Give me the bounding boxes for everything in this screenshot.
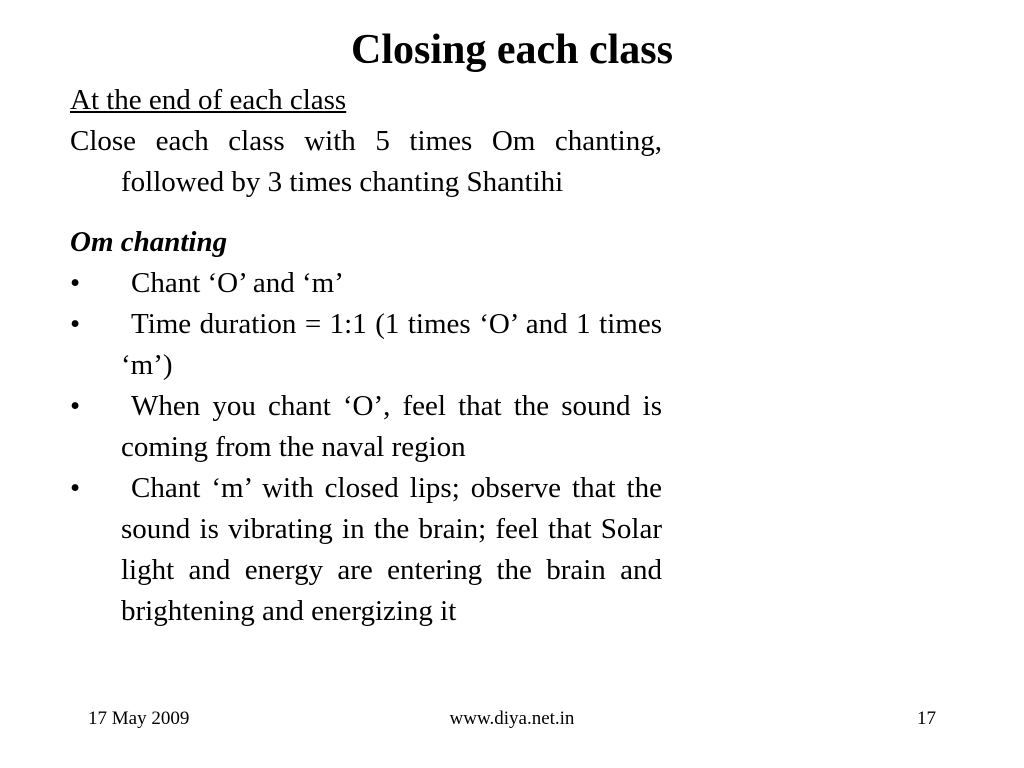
subheading: At the end of each class xyxy=(70,84,347,116)
bullet-icon: • xyxy=(70,267,81,299)
bullet-text: Chant ‘O’ and ‘m’ xyxy=(131,267,344,299)
intro-paragraph: Close each class with 5 times Om chanting, followed by 3 times chanting Shantihi xyxy=(70,125,662,198)
bullet-text: Chant ‘m’ with closed lips; observe that the sound is vibrating in the brain; feel that Solar light and energy are entering the brain and brightening and energizing it xyxy=(121,472,662,627)
bullet-item xyxy=(70,386,662,468)
bullet-item xyxy=(70,263,662,304)
footer-page-number: 17 xyxy=(917,708,936,729)
bullet-text: When you chant ‘O’, feel that the sound is coming from the naval region xyxy=(121,390,662,463)
footer-date: 17 May 2009 xyxy=(88,708,190,729)
section-heading: Om chanting xyxy=(70,226,228,258)
slide-title: Closing each class xyxy=(350,27,673,73)
bullet-text: Time duration = 1:1 (1 times ‘O’ and 1 times ‘m’) xyxy=(121,308,662,381)
bullet-item xyxy=(70,304,662,386)
slide-content xyxy=(70,80,662,632)
bullet-list xyxy=(70,263,662,632)
bullet-icon: • xyxy=(70,308,81,340)
bullet-icon: • xyxy=(70,390,81,422)
footer-url: www.diya.net.in xyxy=(449,708,575,729)
bullet-icon: • xyxy=(70,472,81,504)
bullet-item xyxy=(70,468,662,632)
